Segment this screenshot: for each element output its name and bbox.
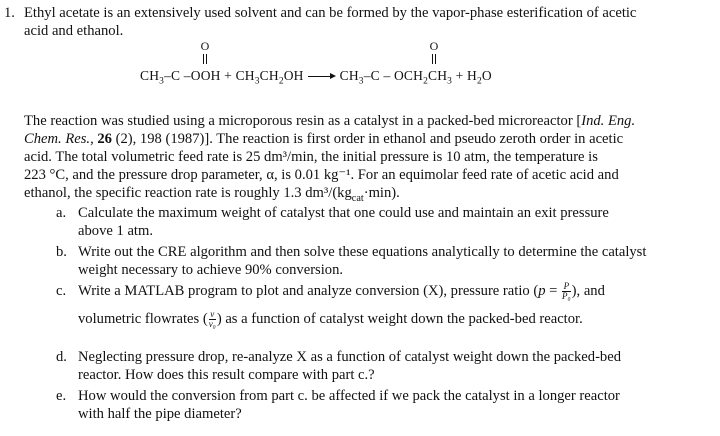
ethyl-acetate-product: $CH_3-C - OCH_2CH_3 + H_2O$ bbox=[339, 68, 492, 87]
part-d-line-1: Neglecting pressure drop, re-analyze X as a function of catalyst weight down the packed-bed bbox=[78, 349, 622, 365]
double-bond-reactant bbox=[202, 54, 208, 64]
part-a-line-2: above 1 atm. bbox=[78, 223, 153, 239]
part-b-label: b. bbox=[56, 244, 67, 260]
double-bond-product bbox=[431, 54, 437, 64]
acetic-acid: $CH_3-C$ $-OOH + CH_3CH_2OH$ bbox=[140, 68, 304, 87]
carbonyl-o-product: O bbox=[429, 39, 439, 53]
body-line-5: ethanol, the specific reaction rate is roughly 1.3 dm³/$(kg_{cat}\cdot\min)$. bbox=[24, 185, 400, 204]
flowrate-ratio-fraction: $\frac{v}{\text{v₀}}$ bbox=[208, 309, 216, 330]
part-c-line-1: Write a MATLAB program to plot and analyze conversion (X), pressure ratio (p = $\frac{P}{\text{P₀}}$ ), and bbox=[78, 281, 605, 302]
reaction-line bbox=[140, 68, 492, 87]
part-d-label: d. bbox=[56, 349, 67, 365]
body-line-1: The reaction was studied using a microporous resin as a catalyst in a packed-bed microreactor [Ind. Eng. bbox=[24, 113, 636, 129]
reaction-equation bbox=[140, 40, 600, 92]
intro-line-1: Ethyl acetate is an extensively used solvent and can be formed by the vapor-phase esterification of acetic bbox=[24, 5, 637, 21]
body-line-3: acid. The total volumetric feed rate is 25 dm³/min, the initial pressure is 10 atm, the temperature is bbox=[24, 149, 598, 165]
problem-number: 1. bbox=[4, 5, 15, 21]
body-line-2: Chem. Res., 26 (2), 198 (1987)]. The reaction is first order in ethanol and pseudo zeroth order in acetic bbox=[24, 131, 624, 147]
part-b-line-1: Write out the CRE algorithm and then solve these equations analytically to determine the catalyst bbox=[78, 244, 647, 260]
intro-line-2: acid and ethanol. bbox=[24, 23, 124, 39]
body-line-4: 223 °C, and the pressure drop parameter, α, is 0.01 kg⁻¹. For an equimolar feed rate of acetic acid and bbox=[24, 167, 619, 183]
part-c-line-2: volumetric flowrates ( $\frac{v}{\text{v₀}}$ ) as a function of catalyst weight down the packed-bed reactor. bbox=[78, 309, 583, 330]
part-a-line-1: Calculate the maximum weight of catalyst that one could use and maintain an exit pressure bbox=[78, 205, 609, 221]
part-e-label: e. bbox=[56, 388, 67, 404]
pressure-ratio-fraction: $\frac{P}{\text{P₀}}$ bbox=[562, 281, 571, 302]
part-c-label: c. bbox=[56, 283, 67, 299]
part-e-line-1: How would the conversion from part c. be affected if we pack the catalyst in a longer reactor bbox=[78, 388, 620, 404]
carbonyl-o-reactant: O bbox=[200, 39, 210, 53]
part-a-label: a. bbox=[56, 205, 67, 221]
part-b-line-2: weight necessary to achieve 90% conversion. bbox=[78, 262, 344, 278]
reaction-arrow-icon bbox=[308, 72, 336, 82]
part-d-line-2: reactor. How does this result compare with part c.? bbox=[78, 367, 375, 383]
part-e-line-2: with half the pipe diameter? bbox=[78, 406, 242, 422]
